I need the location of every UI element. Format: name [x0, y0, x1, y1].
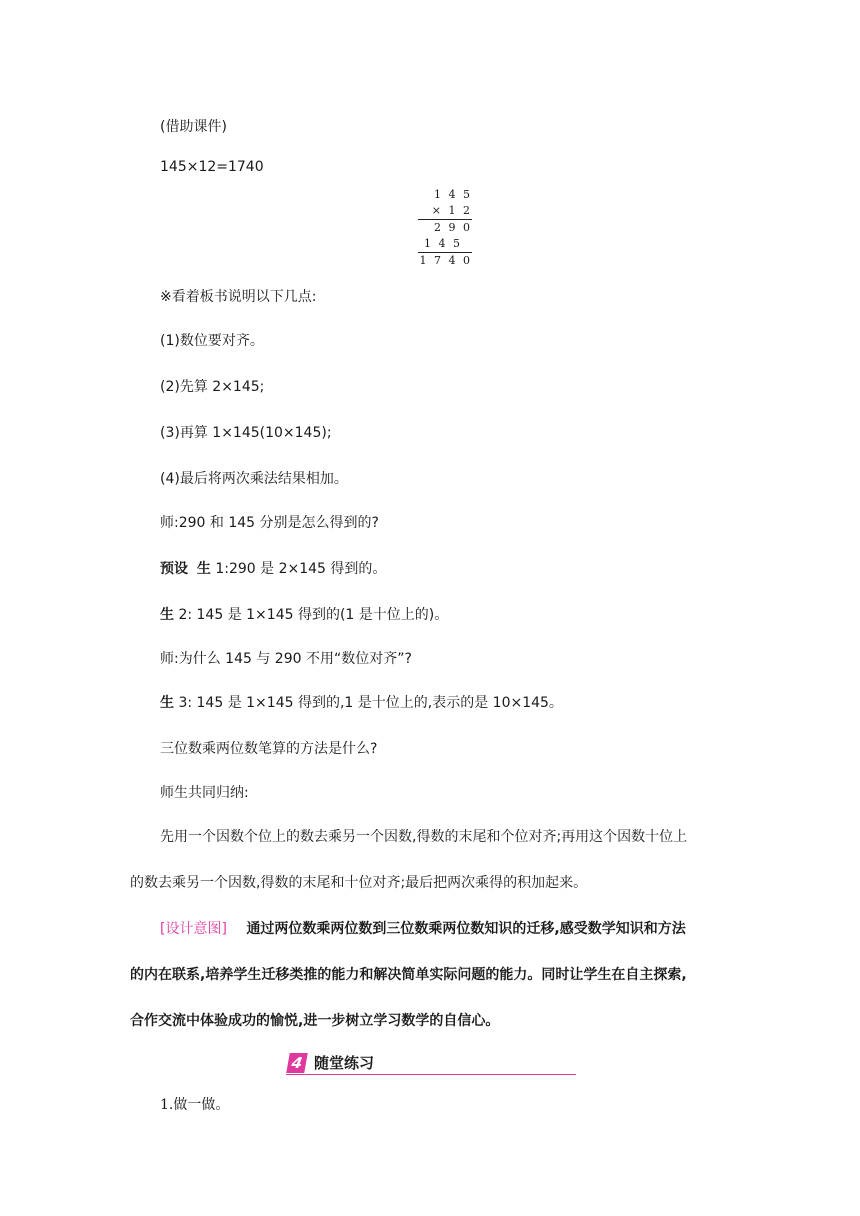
summary-line-2: 的数去乘另一个因数,得数的末尾和十位对齐;最后把两次乘得的积加起来。 — [130, 875, 588, 891]
speaker-label: 生 — [160, 607, 174, 623]
preset-label: 预设 — [160, 561, 188, 577]
summary-line-1: 先用一个因数个位上的数去乘另一个因数,得数的末尾和个位对齐;再用这个因数十位上 — [160, 829, 688, 845]
section-title: 随堂练习 — [314, 1054, 375, 1072]
design-intent-line-1 — [160, 920, 686, 938]
text-line-3: ※看着板书说明以下几点: — [160, 289, 317, 305]
calc-partial-1: 2 9 0 — [434, 221, 472, 234]
text-line-13: 三位数乘两位数笔算的方法是什么? — [160, 741, 378, 757]
section-banner — [286, 1052, 576, 1075]
calc-partial-2: 1 4 5 — [424, 237, 462, 250]
text-line-7: (4)最后将两次乘法结果相加。 — [160, 471, 348, 487]
design-intent-text: 通过两位数乘两位数到三位数乘两位数知识的迁移,感受数学知识和方法 — [246, 921, 686, 937]
section-number-badge: 4 — [286, 1053, 308, 1073]
calc-product: 1 7 4 0 — [419, 254, 472, 267]
line-text: 1:290 是 2×145 得到的。 — [210, 561, 387, 577]
text-line-8: 师:290 和 145 分别是怎么得到的? — [160, 515, 379, 531]
calc-multiplicand: 1 4 5 — [434, 188, 472, 201]
text-line-11: 师:为什么 145 与 290 不用“数位对齐”? — [160, 651, 412, 667]
text-line-10 — [160, 606, 448, 624]
vertical-multiplication — [418, 187, 472, 269]
line-text: 3: 145 是 1×145 得到的,1 是十位上的,表示的是 10×145。 — [174, 695, 563, 711]
exercise-item-1: 1.做一做。 — [160, 1097, 230, 1113]
equation-line: 145×12=1740 — [160, 159, 264, 175]
design-intent-line-2: 的内在联系,培养学生迁移类推的能力和解决简单实际问题的能力。同时让学生在自主探索, — [130, 967, 687, 983]
line-text: 2: 145 是 1×145 得到的(1 是十位上的)。 — [174, 607, 449, 623]
text-line-1: (借助课件) — [160, 119, 227, 135]
text-line-12 — [160, 694, 563, 712]
speaker-label: 生 — [196, 561, 211, 577]
speaker-label: 生 — [160, 695, 174, 711]
calc-multiplier: × 1 2 — [431, 204, 472, 217]
text-line-5: (2)先算 2×145; — [160, 379, 265, 395]
text-line-9 — [160, 560, 386, 578]
text-line-6: (3)再算 1×145(10×145); — [160, 425, 332, 441]
design-intent-label: [设计意图] — [160, 921, 227, 937]
text-line-14: 师生共同归纳: — [160, 785, 249, 801]
design-intent-line-3: 合作交流中体验成功的愉悦,进一步树立学习数学的自信心。 — [130, 1013, 500, 1029]
text-line-4: (1)数位要对齐。 — [160, 333, 264, 349]
